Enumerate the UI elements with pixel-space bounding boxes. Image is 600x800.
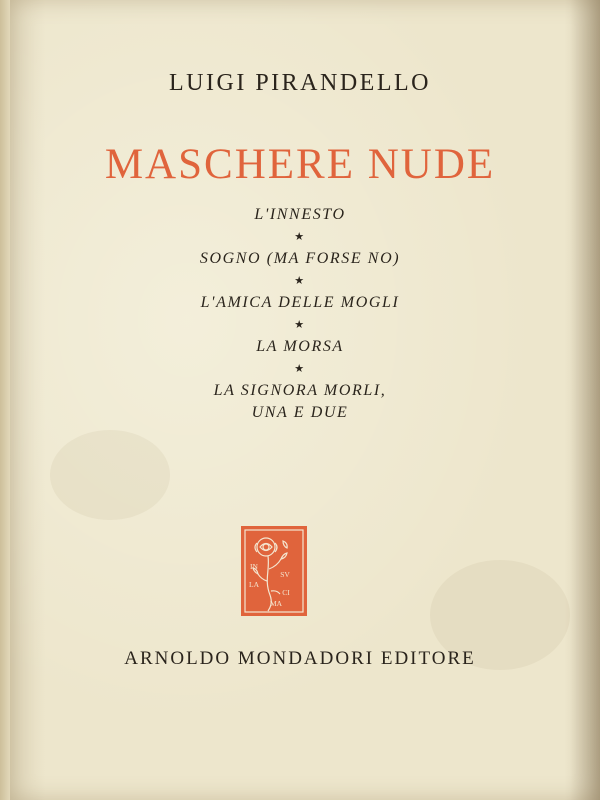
star-separator: ★	[294, 319, 306, 331]
book-title: MASCHERE NUDE	[104, 141, 496, 188]
contents-item: L'INNESTO	[254, 206, 346, 223]
page-edge	[0, 0, 10, 800]
motto-text: CI	[282, 588, 290, 597]
printers-mark	[240, 525, 308, 617]
motto-text: SV	[280, 570, 290, 579]
contents-item: LA SIGNORA MORLI,	[213, 382, 387, 399]
star-separator: ★	[294, 275, 306, 287]
star-separator: ★	[294, 231, 306, 243]
contents-item: UNA E DUE	[251, 404, 349, 421]
contents-item: L'AMICA DELLE MOGLI	[200, 294, 400, 311]
contents-list	[150, 204, 450, 424]
contents-item: SOGNO (MA FORSE NO)	[199, 250, 401, 267]
author-name: LUIGI PIRANDELLO	[169, 70, 431, 96]
spine-shadow	[570, 0, 600, 800]
publisher-name: ARNOLDO MONDADORI EDITORE	[124, 648, 476, 669]
motto-text: IN	[250, 562, 258, 571]
star-separator: ★	[294, 363, 306, 375]
paper-stain	[50, 430, 170, 520]
motto-text: LA	[249, 580, 259, 589]
contents-item: LA MORSA	[256, 338, 344, 355]
motto-text: MA	[269, 599, 283, 608]
